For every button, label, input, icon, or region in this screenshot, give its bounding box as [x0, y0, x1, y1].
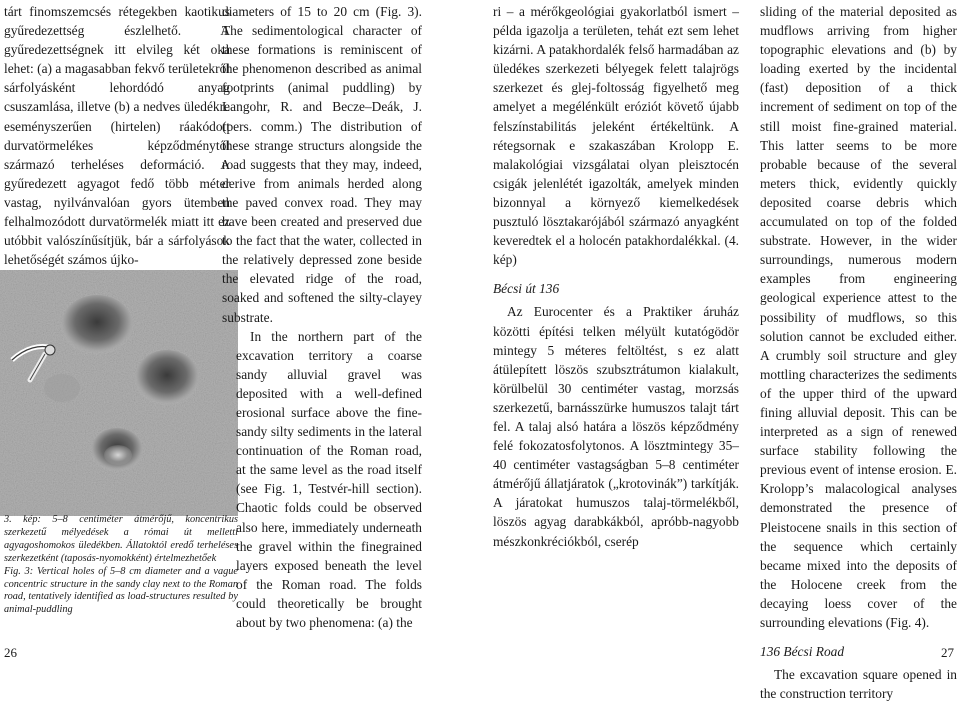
col3-heading: Bécsi út 136 — [493, 281, 560, 297]
hole-1 — [61, 295, 133, 355]
col3-paragraph-2: Az Eurocenter és a Praktiker áruház közötti építési telken mélyült kutatógödör mintegy 5 méteres feltöltést, s ez alatt átülepített löszös szubsztrátumon kialakult, körülbelül 30 centiméter vastag, morzsás szerkezetű, barnásszürke humuszos talajt tárt fel. A talaj alsó határa a löszös képződmény felé fokozatosfolytonos. A lösztmintegy 35–40 centiméter vastagságban 5–8 centiméter átmérőjű állatjáratok („krotovinák”) tarkítják. A járatokat humuszos talaj-törmelékből, löszös agyag darabkákból, apróbb-nagyobb mészkonkréciókból, cserép — [493, 304, 739, 549]
column-1 — [4, 2, 230, 269]
col4-paragraph-1: sliding of the material deposited as mudflows arriving from higher topographic elevations and (b) by loading exerted by the incidental (fast) deposition of a thick increment of sediment on top of the still moist fine-grained material. This latter seems to be more probable because of the several meters thick, evidently quickly deposited coarse debris which accumulated on top of the folded substrate. However, in the wider surroundings, numerous modern examples from engineering geological experience attest to the possibility of mudflows, so this solution cannot be excluded either. A crumbly soil structure and gley mottling characterizes the sediments of the upper third of the upward fining alluvial deposit. This can be interpreted as a sign of renewed surface stability following the previous event of intense erosion. E. Krolopp’s malacological analyses demonstrated the presence of Pleistocene snails in this section of the sequence which certainly became mixed into the deposits of the Holocene creek from the decaying loess cover of the surrounding elevations (Fig. 4). — [760, 4, 957, 630]
col2-paragraph-top: diameters of 15 to 20 cm (Fig. 3). The sedimentological character of these formations is reminiscent of the phenomenon described as animal footprints (animal puddling) by Langohr, R. and Becze–Deák, J. (pers. comm.) The distribution of these strange structurs alongside the road suggests that they may, indeed, derive from animals herded along the paved convex road. They may have been created and preserved due to the fact that the water, collected in the relatively depressed zone beside the elevated ridge of the road, soaked and softened the silty-clayey substrate. — [222, 4, 422, 325]
col2-paragraph-wrap: In the northern part of the excavation territory a coarse sandy alluvial gravel was deposited with a well-defined erosional surface above the fine-sandy silty sediments in the lateral continuation of the Roman road, at the same level as the road itself (see Fig. 1, Testvér-hill section). Chaotic folds could be observed also here, immediately underneath the gravel within the finegrained layers exposed beneath the level of the Roman road. The folds could theoretically be brought about by two phenomena: (a) the — [236, 328, 422, 630]
figure-3-caption — [4, 514, 238, 617]
figure-3-photo — [0, 268, 238, 516]
column-2 — [222, 2, 446, 632]
col1-paragraph: tárt finomszemcsés rétegekben kaotikus gyűredezettség észlelhető. A gyűredezettségnek itt elvileg két oka lehet: (a) a magasabban fekvő területekről sárfolyásként lehordódó anyag csuszamlása, illetve (b) a nedves üledékre eseményszerűen (hirtelen) ráakódott durvatörmelékes képződménytől származó terheléses deformáció. A gyűredezett agyagot fedő több méter vastag, nyilvánvalóan gyors ütemben felhalmozódott durvatörmelék miatt itt ez utóbbit valószínűsítjük, bár a sárfolyások lehetőségét számos újko- — [4, 4, 230, 268]
page-number-left: 26 — [4, 645, 17, 660]
caption-english: Fig. 3: Vertical holes of 5–8 cm diameter and a vague concentric structure in the sandy clay next to the Roman road, tentatively identified as load-structures resulted by animal-puddling — [4, 565, 238, 616]
column-3 — [493, 2, 739, 551]
col4-heading: 136 Bécsi Road — [760, 644, 845, 660]
col3-paragraph-1: ri – a mérőkgeológiai gyakorlatból ismert – példa igazolja a területen, tehát ezt sem lehet kizárni. A patakhordalék felső harmadában az üledékes szerkezeti bélyegek felett talajrögs szerkezet és glej-foltosság figyelhető meg amelyet a megélénkült eróziót követő újabb felszínstabilitás jeleként értékeltünk. A rétegsornak e szakaszában Krolopp E. malakológiai vizsgálatai olyan pleisztocén csigák jelenlétét igazolták, amelyek minden bizonnyal a környező kiemelkedések pusztuló lösztakarójából származó anyagként keveredtek el a holocén patakhordalékkal. (4. kép) — [493, 4, 739, 268]
col2-wrapped-block — [236, 327, 446, 633]
column-4 — [760, 2, 957, 703]
col4-paragraph-2: The excavation square opened in the construction territory — [760, 667, 957, 702]
caption-hungarian: 3. kép: 5–8 centiméter átmérőjű, koncentrikus szerkezetű mélyedések a római út melletti agyagoshomokos üledékben. Állatoktól eredő terheléses szerkezetként (taposás-nyomokként) értelmezhetőek — [4, 514, 238, 564]
hole-2 — [135, 350, 199, 406]
page-number-right: 27 — [941, 645, 954, 660]
